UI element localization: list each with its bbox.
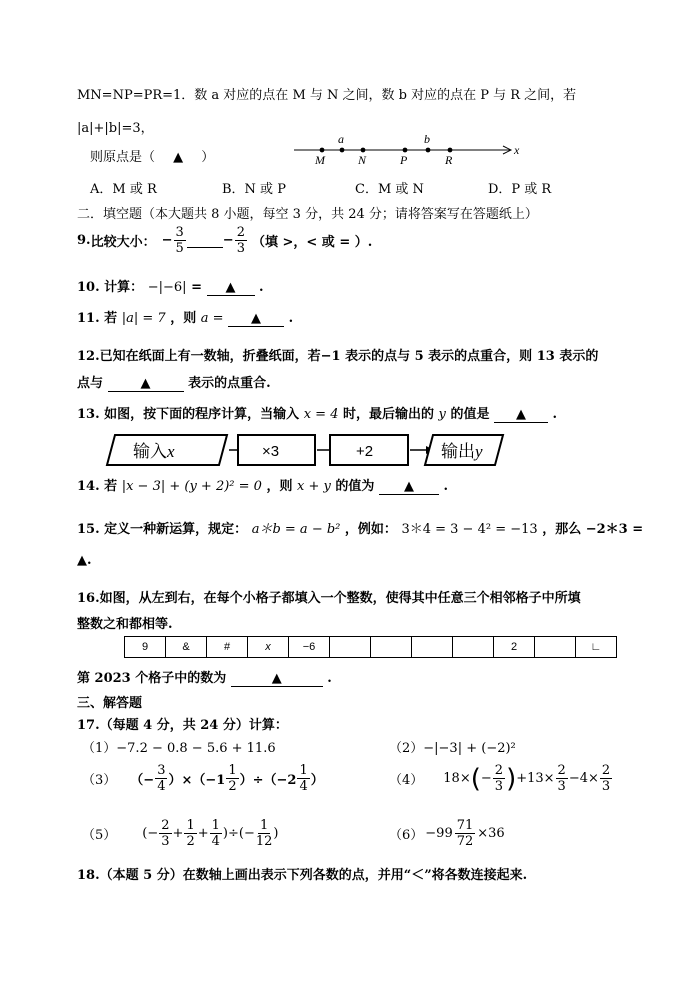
q8-prompt	[90, 146, 214, 165]
q16-end: .	[327, 671, 332, 686]
q17-part2: （2）−|−3| + (−2)²	[389, 741, 516, 756]
label-P: P	[400, 153, 408, 167]
point-M	[320, 148, 325, 153]
q8-line2: |a|+|b|=3，	[77, 121, 154, 136]
flow-output-var: y	[475, 442, 483, 461]
point-P	[403, 148, 408, 153]
q13-cond: x = 4	[303, 407, 339, 422]
q13-end: .	[552, 407, 558, 422]
q15-example: 3＊4 = 3 − 4² = −13	[401, 522, 538, 537]
label-N: N	[358, 153, 367, 167]
frac-1-4: $\frac{1}{4}$	[299, 763, 308, 794]
q17-part1: （1）−7.2 − 0.8 − 5.6 + 11.6	[82, 741, 276, 756]
q14-label: 14.	[77, 479, 100, 494]
grid-cell[interactable]: ∟	[576, 637, 617, 658]
q13-pre: 如图，按下面的程序计算，当输入	[104, 407, 300, 422]
q17-head	[77, 714, 288, 733]
label-M: M	[315, 153, 325, 167]
q13-answer-blank[interactable]	[494, 408, 548, 423]
grid-cell[interactable]	[412, 637, 453, 658]
q12-line1	[77, 345, 598, 364]
q16-line1	[77, 587, 581, 606]
q12-post2: 表示的点重合.	[188, 376, 271, 391]
q11-mid: ，则	[170, 311, 197, 326]
frac-2-3: $\frac{2}{3}$	[494, 763, 504, 794]
q13	[77, 403, 557, 423]
point-R	[448, 148, 453, 153]
flow-input-var: x	[167, 442, 175, 461]
q14-expr: |x − 3| + (y + 2)² = 0	[121, 479, 262, 494]
q16-line3	[77, 667, 332, 687]
label-x: x	[514, 143, 520, 157]
q10-end: .	[259, 280, 264, 295]
point-b	[426, 148, 431, 153]
q9-minus1: −	[161, 233, 173, 248]
q10-expr: −|−6|	[147, 280, 187, 295]
q14-ask: x + y	[297, 479, 331, 494]
grid-cell[interactable]: −6	[289, 637, 330, 658]
section-3-title: 三、解答题	[77, 696, 143, 711]
q12-answer-blank[interactable]	[108, 377, 184, 392]
q17-part6	[389, 819, 505, 848]
grid-cell[interactable]: x	[248, 637, 289, 658]
q16-line2: 整数之和都相等.	[77, 617, 173, 632]
q11-lhs: a =	[200, 311, 224, 326]
q12-line2	[77, 372, 271, 392]
q15-answer	[77, 553, 92, 568]
q14-post: 的值为	[335, 479, 375, 494]
q14-end: .	[443, 479, 448, 494]
q17-text: （每题 4 分，共 24 分）计算：	[99, 718, 288, 733]
answer-mark: ▲	[140, 376, 151, 391]
frac-1-2: $\frac{1}{2}$	[228, 763, 237, 794]
q17-part5: （5） (− $\frac{2}{3}$ + $\frac{1}{2}$ + $\frac{1}{4}$ )÷(− $\frac{1}{12}$ )	[82, 818, 279, 849]
q11-answer-blank[interactable]	[228, 312, 284, 327]
q13-mid: 时，最后输出的	[343, 407, 435, 422]
q15-end: .	[87, 553, 92, 568]
q15-def: a＊b = a − b²	[251, 522, 341, 537]
grid-cell[interactable]: 2	[494, 637, 535, 658]
q18-label: 18.	[77, 868, 100, 883]
option-d: D．P 或 R	[488, 182, 552, 197]
grid-cell[interactable]: 9	[125, 637, 166, 658]
frac-3-4: $\frac{3}{4}$	[157, 763, 166, 794]
q16-text: 如图，从左到右，在每个小格子都填入一个整数，使得其中任意三个相邻格子中所填	[99, 591, 581, 606]
answer-mark: ▲	[403, 479, 414, 494]
q8-prompt-text: 则原点是（	[90, 150, 156, 165]
label-R: R	[445, 153, 453, 167]
q12-label: 12.	[77, 349, 100, 364]
q16-label: 16.	[77, 591, 100, 606]
q14	[77, 475, 448, 495]
q13-var: y	[438, 407, 446, 422]
q14-answer-blank[interactable]	[379, 480, 439, 495]
frac-1-2: $\frac{1}{2}$	[186, 818, 195, 849]
q12-text: 已知在纸面上有一数轴，折叠纸面，若−1 表示的点与 5 表示的点重合，则 13 表示的	[99, 349, 599, 364]
grid-cell[interactable]	[371, 637, 412, 658]
q11	[77, 307, 293, 327]
q9-fraction1: $\frac{3}{5}$	[175, 225, 184, 256]
q18	[77, 864, 527, 883]
grid-cell[interactable]	[453, 637, 494, 658]
q14-mid: ，则	[266, 479, 293, 494]
option-a: A．M 或 R	[90, 182, 157, 197]
grid-cell[interactable]	[330, 637, 371, 658]
flow-input-text: 输入	[133, 442, 167, 461]
frac-1-12: $\frac{1}{12}$	[255, 818, 273, 849]
q8-number-line	[290, 130, 530, 170]
q16-pre3: 第 2023 个格子中的数为	[77, 671, 227, 686]
q18-text: （本题 5 分）在数轴上画出表示下列各数的点，并用“＜”将各数连接起来.	[99, 868, 528, 883]
answer-mark: ▲	[251, 311, 262, 326]
answer-mark: ▲	[77, 553, 87, 568]
answer-mark: ▲	[515, 407, 526, 422]
frac-2-3: $\frac{2}{3}$	[601, 763, 611, 794]
frac-1-4: $\frac{1}{4}$	[211, 818, 220, 849]
q10-label: 10.	[77, 280, 100, 295]
q9-answer-blank[interactable]	[187, 233, 223, 248]
answer-mark: ▲	[225, 280, 236, 295]
q13-flowchart	[105, 432, 505, 468]
q17-p5-label: （5）	[82, 828, 117, 843]
q17-label: 17.	[77, 718, 100, 733]
point-N	[361, 148, 366, 153]
flow-add-text: +2	[356, 443, 374, 460]
answer-mark: ▲	[271, 671, 282, 686]
q11-pre: 若	[104, 311, 118, 326]
frac-71-72: $\frac{71}{72}$	[456, 818, 474, 849]
answer-mark: ▲	[173, 150, 184, 165]
q16-number-grid	[124, 636, 617, 658]
frac-2-3: $\frac{2}{3}$	[557, 763, 566, 794]
q9-pre: 比较大小：	[90, 235, 156, 250]
grid-cell[interactable]: &	[166, 637, 207, 658]
option-b: B．N 或 P	[222, 182, 286, 197]
q14-pre: 若	[104, 479, 118, 494]
q9-fraction2: $\frac{2}{3}$	[236, 225, 245, 256]
q10	[77, 276, 264, 296]
q17-part4: （4） 18× ( − $\frac{2}{3}$ ) +13× $\frac{2}{3}$ −4× $\frac{2}{3}$	[389, 763, 611, 794]
grid-cell[interactable]	[535, 637, 576, 658]
q17-p6-pre: −99	[425, 826, 453, 841]
q17-p6-post: ×36	[477, 826, 505, 841]
frac-2-3: $\frac{2}{3}$	[161, 818, 170, 849]
q11-end: .	[288, 311, 294, 326]
q12-pre2: 点与	[77, 376, 104, 391]
q10-answer-blank[interactable]	[207, 281, 255, 296]
flow-multiply-text: ×3	[262, 443, 280, 460]
q8-prompt-close: ）	[201, 150, 215, 165]
q9-minus2: −	[222, 233, 234, 248]
q10-eq: =	[191, 280, 202, 295]
q11-cond: |a| = 7	[121, 311, 166, 326]
q9-label: 9.	[77, 233, 91, 248]
q15-pre: 定义一种新运算，规定：	[104, 522, 248, 537]
q15	[77, 518, 643, 537]
q10-pre: 计算：	[104, 280, 144, 295]
q11-label: 11.	[77, 311, 100, 326]
q13-label: 13.	[77, 407, 100, 422]
q17-p4-label: （4）	[389, 773, 424, 788]
option-c: C．M 或 N	[355, 182, 424, 197]
q17-part3: （3） （− $\frac{3}{4}$ ）×（−1 $\frac{1}{2}$ ）÷（−2 $\frac{1}{4}$ ）	[82, 763, 324, 794]
grid-cell[interactable]: #	[207, 637, 248, 658]
q17-p6-label: （6）	[389, 828, 424, 843]
section-2-title: 二．填空题（本大题共 8 小题，每空 3 分，共 24 分；请将答案写在答题纸上）	[77, 207, 538, 222]
q15-label: 15.	[77, 522, 100, 537]
q16-answer-blank[interactable]	[231, 672, 323, 687]
q17-p3-label: （3）	[82, 773, 117, 788]
flow-output-text: 输出	[441, 442, 475, 461]
label-b: b	[424, 132, 430, 146]
q13-post: 的值是	[450, 407, 490, 422]
q9-post: （填 >，< 或 = ）.	[251, 235, 373, 250]
q15-ex: ，例如：	[344, 522, 397, 537]
point-a	[340, 148, 345, 153]
q15-ask: ，那么 −2＊3 =	[542, 522, 644, 537]
q9	[77, 226, 372, 255]
q8-line1: MN=NP=PR=1．数 a 对应的点在 M 与 N 之间，数 b 对应的点在 P 与 R 之间，若	[77, 88, 577, 103]
label-a: a	[338, 132, 344, 146]
